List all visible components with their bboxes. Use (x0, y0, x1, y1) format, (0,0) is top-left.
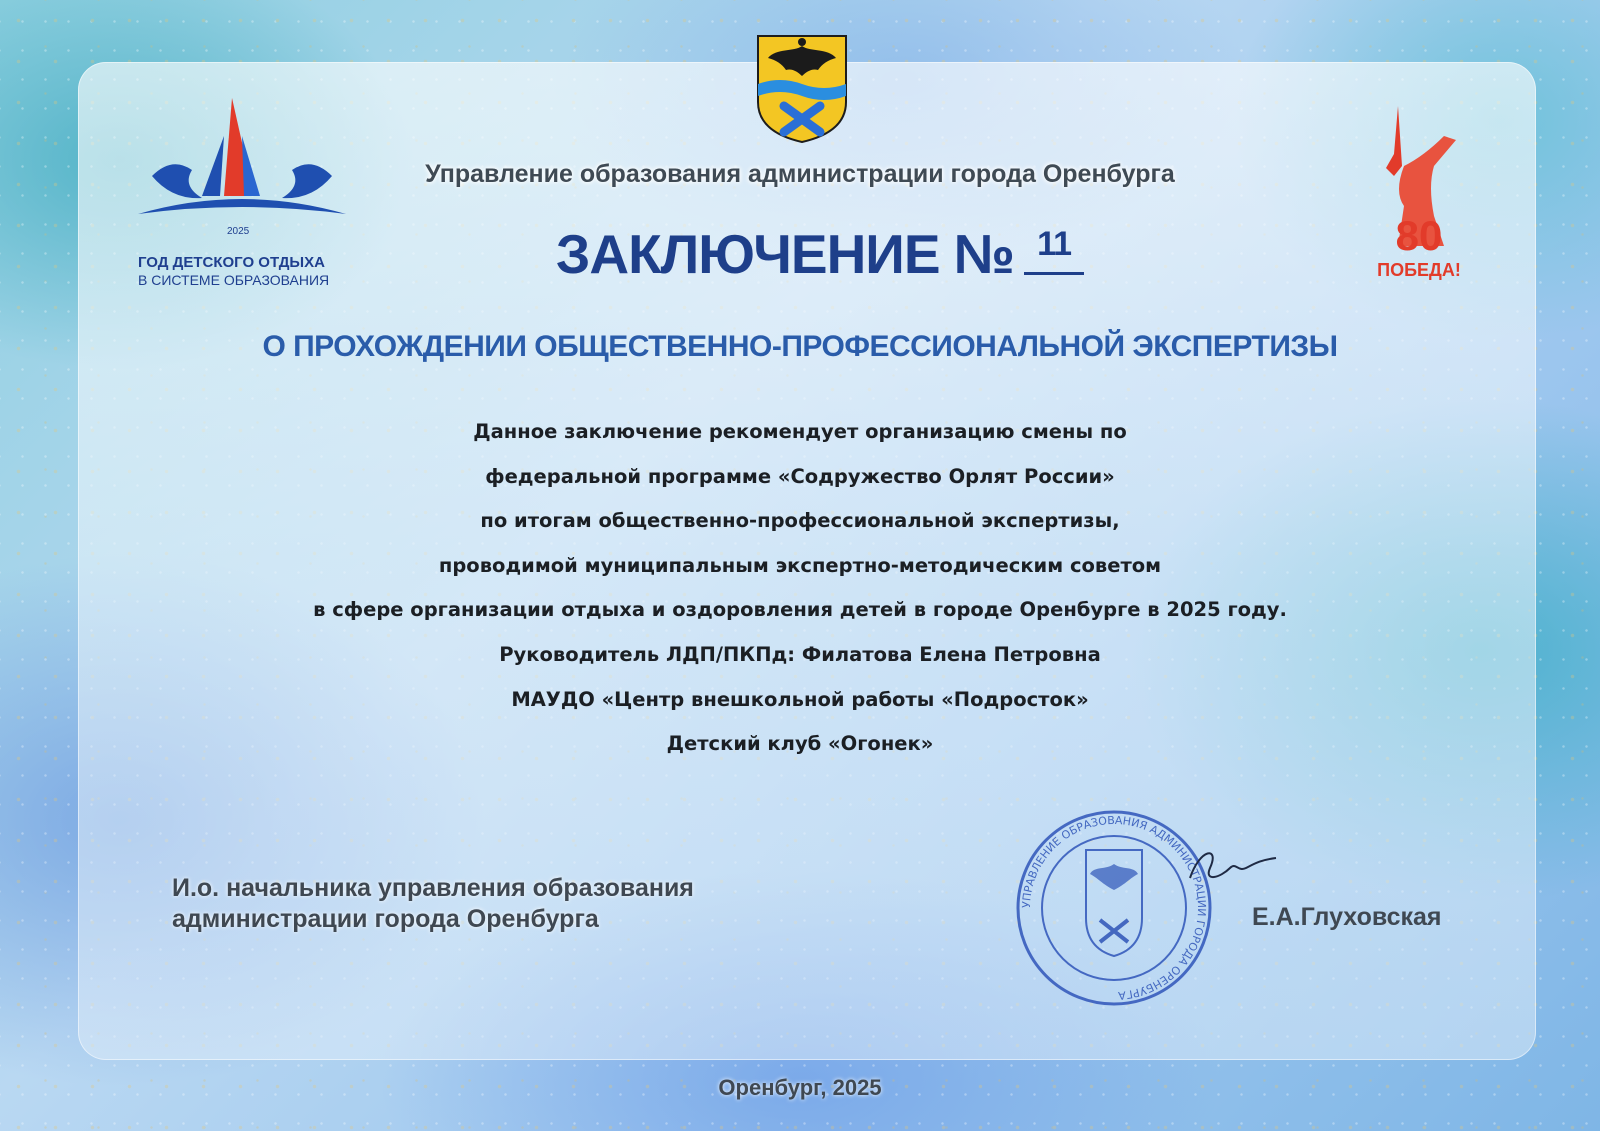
body-line: МАУДО «Центр внешкольной работы «Подросток» (511, 687, 1089, 711)
document-number: 11 (1024, 222, 1084, 275)
orenburg-coat-of-arms-icon (754, 32, 850, 144)
body-line: федеральной программе «Содружество Орлят России» (485, 464, 1115, 488)
logo-line-2: В СИСТЕМЕ ОБРАЗОВАНИЯ (138, 272, 330, 288)
signer-name: Е.А.Глуховская (1252, 903, 1442, 931)
body-line: в сфере организации отдыха и оздоровления детей в городе Оренбурге в 2025 году. (313, 598, 1287, 622)
signer-position (172, 873, 792, 935)
logo-year: 2025 (227, 226, 250, 237)
year-of-children-rest-logo (132, 96, 352, 296)
position-line-2: администрации города Оренбурга (172, 905, 599, 933)
victory-text: ПОБЕДА! (1377, 260, 1461, 280)
body-line: проводимой муниципальным экспертно-методическим советом (438, 553, 1162, 577)
body-line: Детский клуб «Огонек» (666, 732, 934, 756)
document-subtitle: О ПРОХОЖДЕНИИ ОБЩЕСТВЕННО-ПРОФЕССИОНАЛЬНОЙ ЭКСПЕРТИЗЫ (262, 330, 1338, 363)
position-line-1: И.о. начальника управления образования (172, 874, 694, 902)
victory-80-logo (1364, 96, 1474, 296)
conclusion-body (200, 410, 1400, 767)
document-title (520, 222, 1120, 292)
stamp-text: УПРАВЛЕНИЕ ОБРАЗОВАНИЯ АДМИНИСТРАЦИИ ГОРОДА ОРЕНБУРГА (1019, 813, 1209, 1002)
victory-number: 80 (1395, 212, 1443, 259)
body-line: по итогам общественно-профессиональной экспертизы, (480, 509, 1120, 533)
logo-line-1: ГОД ДЕТСКОГО ОТДЫХА (138, 254, 325, 271)
organization-name: Управление образования администрации города Оренбурга (425, 160, 1175, 188)
body-line: Руководитель ЛДП/ПКПд: Филатова Елена Петровна (499, 642, 1101, 666)
handwritten-signature (1180, 838, 1280, 898)
body-line: Данное заключение рекомендует организацию смены по (473, 420, 1127, 443)
place-and-date: Оренбург, 2025 (718, 1075, 882, 1100)
document-title-text: ЗАКЛЮЧЕНИЕ № (555, 223, 1015, 285)
